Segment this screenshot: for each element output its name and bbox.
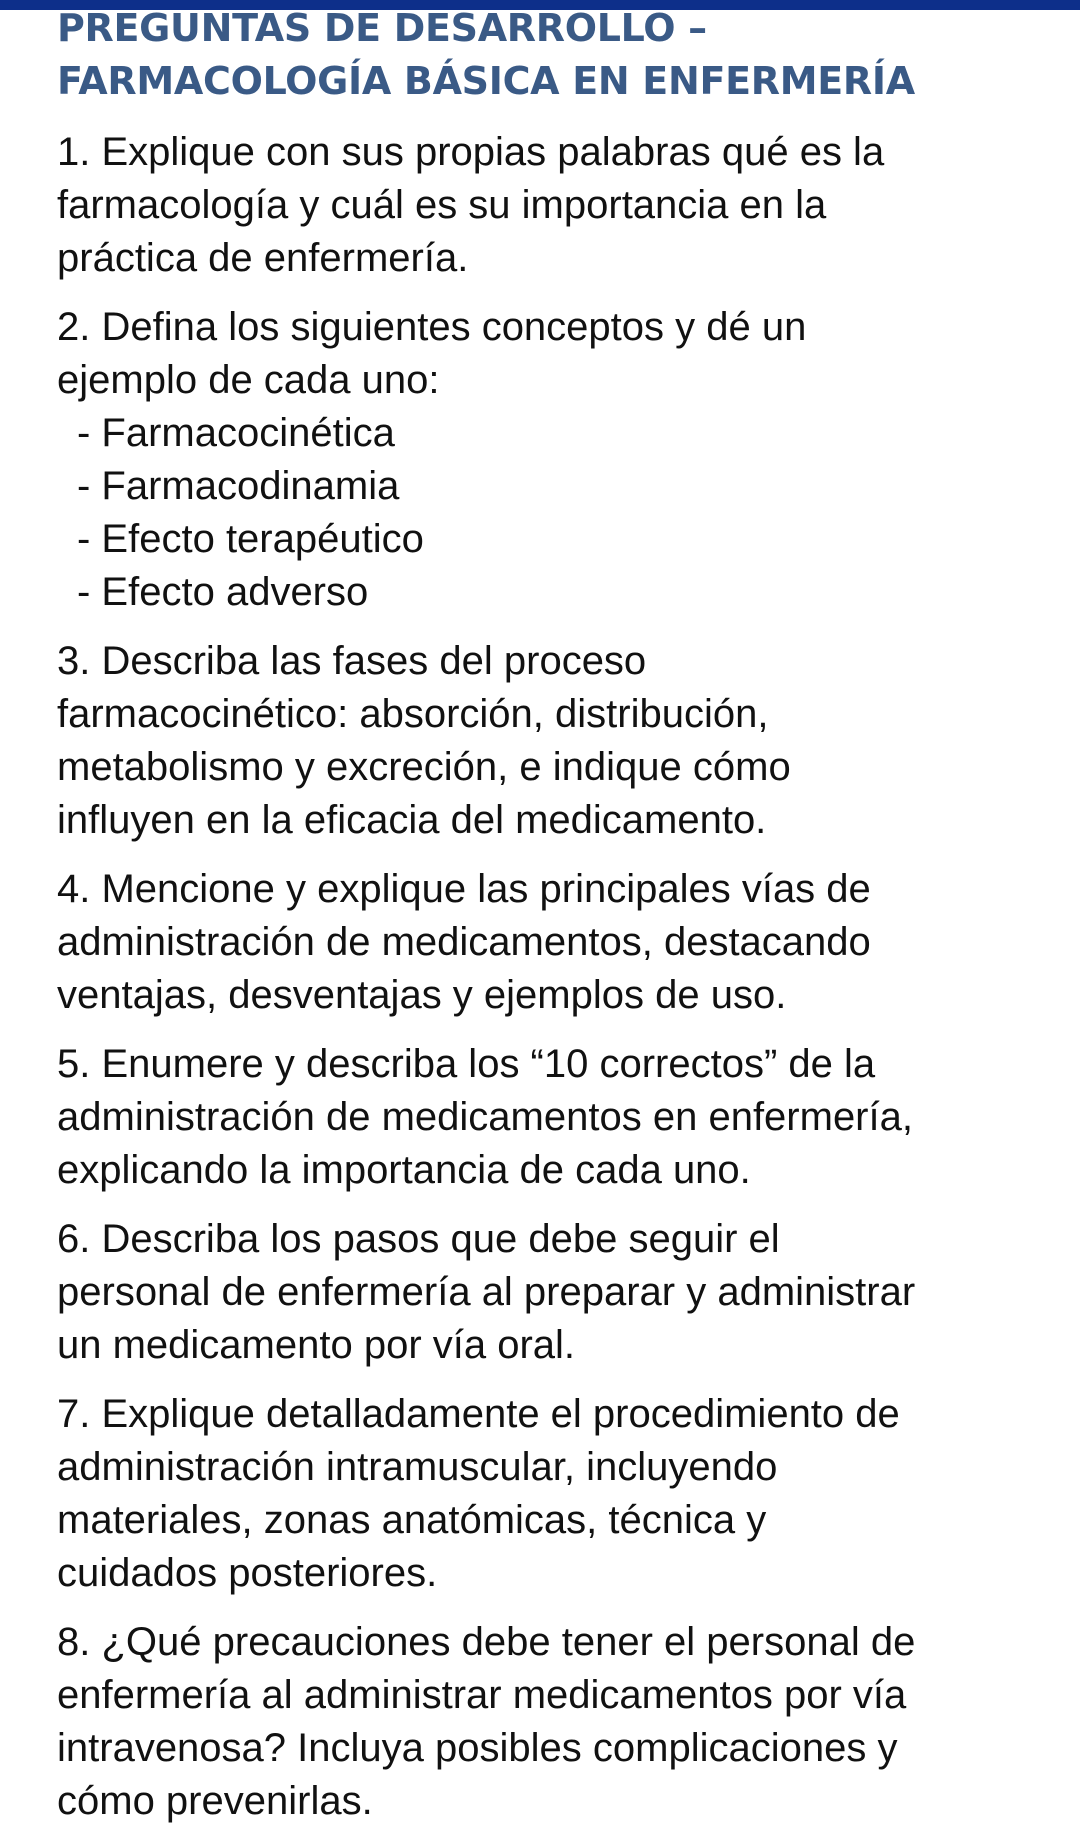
question-5 xyxy=(57,1038,1047,1197)
question-8-line: 8. ¿Qué precauciones debe tener el personal de xyxy=(57,1620,916,1664)
question-3-line: influyen en la eficacia del medicamento. xyxy=(57,798,767,842)
question-6 xyxy=(57,1213,1047,1372)
question-3 xyxy=(57,635,1047,847)
question-3-line: metabolismo y excreción, e indique cómo xyxy=(57,745,791,789)
question-7-line: cuidados posteriores. xyxy=(57,1551,438,1595)
question-1-line: farmacología y cuál es su importancia en la xyxy=(57,183,827,227)
question-6-line: un medicamento por vía oral. xyxy=(57,1323,576,1367)
question-4-line: administración de medicamentos, destacando xyxy=(57,920,871,964)
question-7-line: 7. Explique detalladamente el procedimiento de xyxy=(57,1392,900,1436)
page-title-line-2: FARMACOLOGÍA BÁSICA EN ENFERMERÍA xyxy=(57,59,915,103)
question-8-line: enfermería al administrar medicamentos por vía xyxy=(57,1673,907,1717)
question-4-line: 4. Mencione y explique las principales vías de xyxy=(57,867,871,911)
question-3-line: farmacocinético: absorción, distribución, xyxy=(57,692,769,736)
question-6-line: 6. Describa los pasos que debe seguir el xyxy=(57,1217,780,1261)
question-8-line: intravenosa? Incluya posibles complicaciones y xyxy=(57,1726,898,1770)
question-5-line: 5. Enumere y describa los “10 correctos” de la xyxy=(57,1042,876,1086)
concept-list-item: - Farmacocinética xyxy=(77,411,395,455)
question-4 xyxy=(57,863,1047,1022)
question-1-line: 1. Explique con sus propias palabras qué es la xyxy=(57,130,885,174)
question-6-line: personal de enfermería al preparar y administrar xyxy=(57,1270,916,1314)
page-title-line-1: PREGUNTAS DE DESARROLLO – xyxy=(57,6,707,50)
question-2-line: ejemplo de cada uno: xyxy=(57,358,440,402)
question-5-line: administración de medicamentos en enfermería, xyxy=(57,1095,913,1139)
question-5-line: explicando la importancia de cada uno. xyxy=(57,1148,751,1192)
question-2 xyxy=(57,301,1047,619)
question-7 xyxy=(57,1388,1047,1600)
question-4-line: ventajas, desventajas y ejemplos de uso. xyxy=(57,973,787,1017)
document-body xyxy=(57,2,1047,1844)
question-8 xyxy=(57,1616,1047,1828)
concept-list-item: - Efecto adverso xyxy=(77,570,369,614)
question-3-line: 3. Describa las fases del proceso xyxy=(57,639,647,683)
concept-list-item: - Farmacodinamia xyxy=(77,464,400,508)
question-1-line: práctica de enfermería. xyxy=(57,236,469,280)
question-7-line: materiales, zonas anatómicas, técnica y xyxy=(57,1498,767,1542)
concept-list-item: - Efecto terapéutico xyxy=(77,517,424,561)
question-2-line: 2. Defina los siguientes conceptos y dé un xyxy=(57,305,807,349)
question-8-line: cómo prevenirlas. xyxy=(57,1779,373,1823)
page-title xyxy=(57,2,1047,108)
question-7-line: administración intramuscular, incluyendo xyxy=(57,1445,778,1489)
question-1 xyxy=(57,126,1047,285)
